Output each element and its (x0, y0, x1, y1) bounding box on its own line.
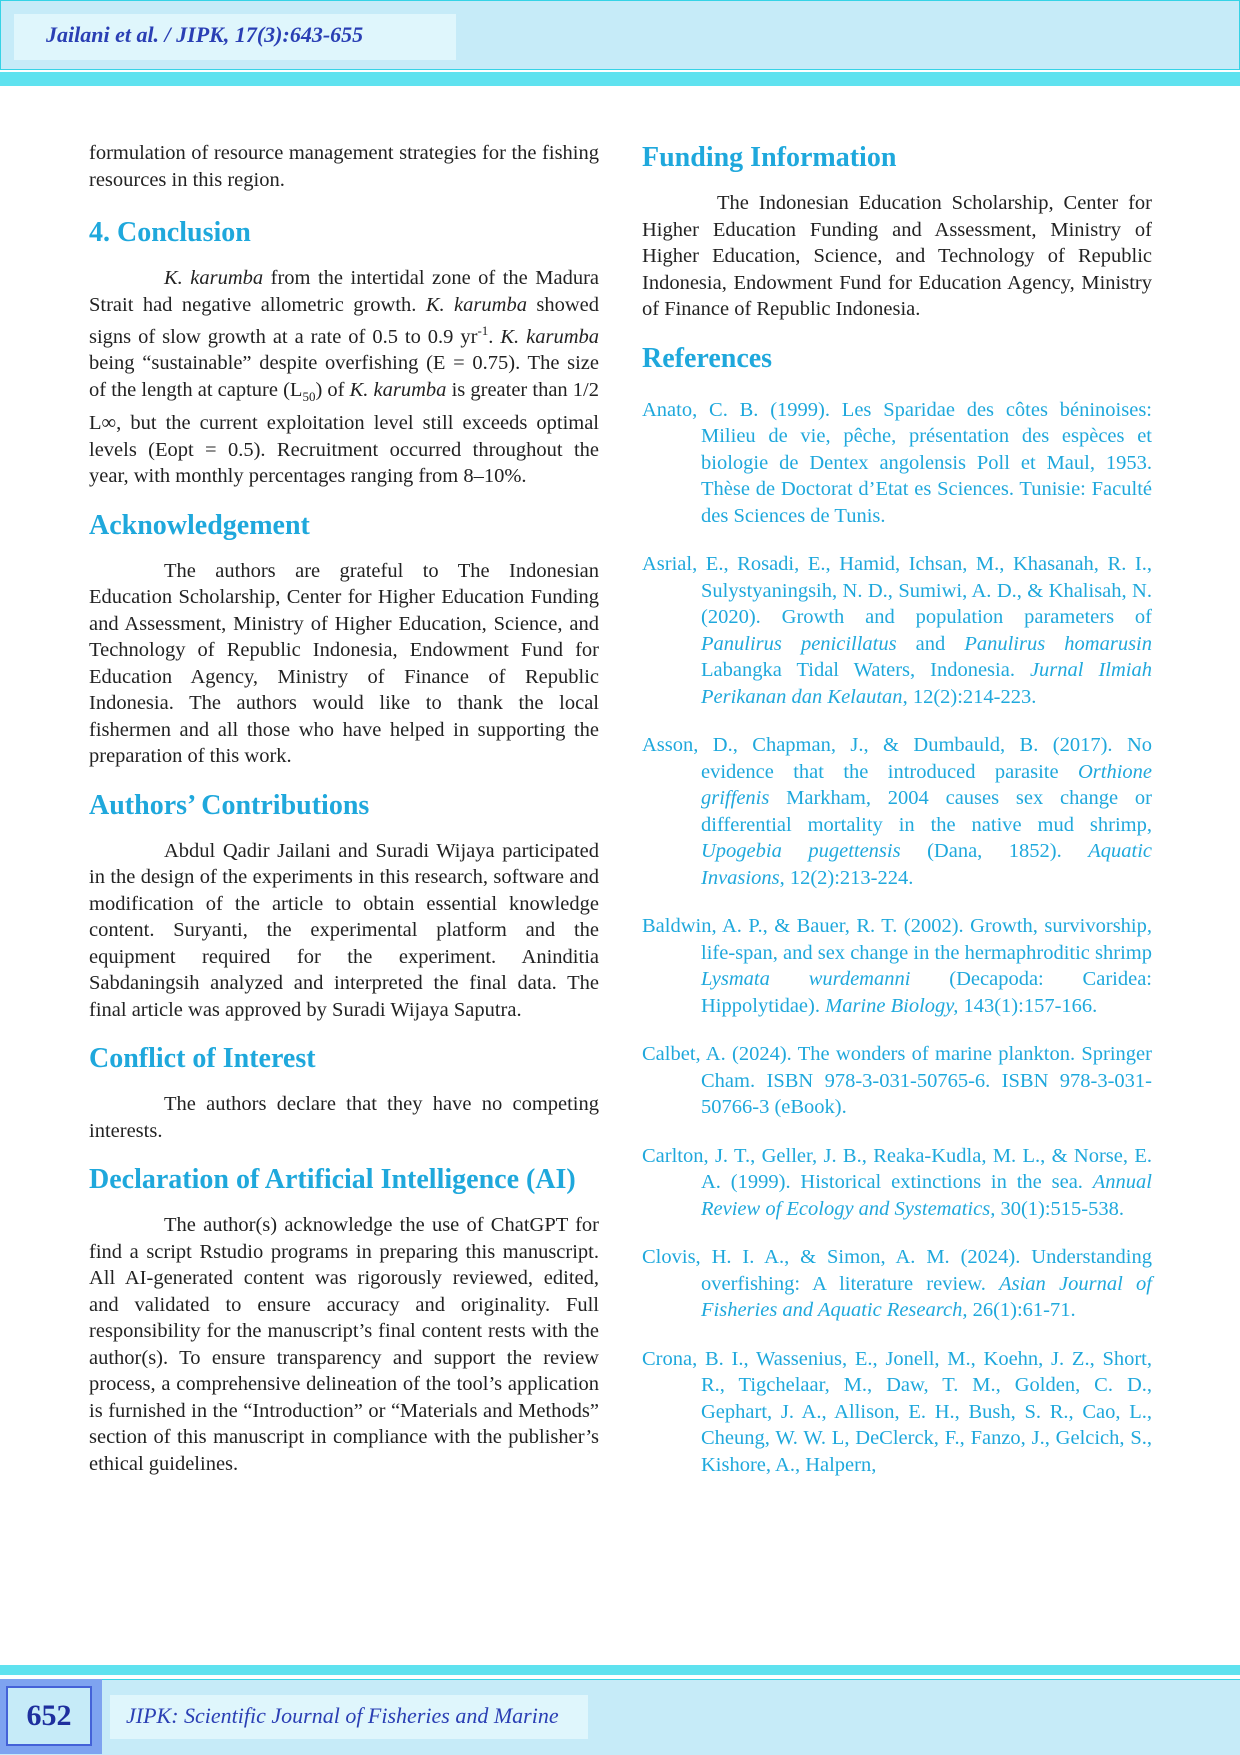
reference-list (642, 397, 1152, 1479)
footer-journal-name: JIPK: Scientific Journal of Fisheries and Marine (126, 1703, 559, 1728)
references-heading: References (642, 342, 773, 374)
species-name: K. karumba (349, 378, 447, 401)
left-column (89, 140, 599, 1477)
species-name: K. karumba (164, 267, 264, 289)
reference-entry: Asrial, E., Rosadi, E., Hamid, Ichsan, M., Khasanah, R. I., Sulystyaningsih, N. D., Sumiwi, A. D., & Khalisah, N. (2020). Growth and population parameters of Panulirus penicillatus and Panulirus homarusin Labangka Tidal Waters, Indonesia. Jurnal Ilmiah Perikanan dan Kelautan, 12(2):214-223. (642, 553, 1152, 708)
conclusion-paragraph: K. karumba from the intertidal zone of the Madura Strait had negative allometric growth. K. karumba showed signs of slow growth at a rate of 0.5 to 0.9 $yr^{-1}$. K. karumba being “sustainable” despite overfishing (E = 0.75). The size of the length at capture $(L_{50})$ of K. karumba is greater than 1/2 L∞, but the current exploitation level still exceeds optimal levels (Eopt = 0.5). Recruitment occurred throughout the year, with monthly percentages ranging from 8–10%. (89, 267, 600, 488)
acknowledgement-heading: Acknowledgement (89, 509, 310, 541)
reference-entry: Asson, D., Chapman, J., & Dumbauld, B. (2017). No evidence that the introduced parasite Orthione griffenis Markham, 2004 causes sex change or differential mortality in the native mud shrimp, Upogebia pugettensis (Dana, 1852). Aquatic Invasions, 12(2):213-224. (642, 734, 1153, 889)
species-name: K. karumba (500, 325, 600, 348)
conclusion-heading: 4. Conclusion (89, 217, 251, 248)
acknowledgement-paragraph: The authors are grateful to The Indonesian Education Scholarship, Center for Higher Education Funding and Assessment, Ministry of Higher Education, Science, and Technology of Republic Indonesia, Endowment Fund for Education Agency, Ministry of Finance of Republic Indonesia. The authors would like to thank the local fishermen and all those who have helped in supporting the preparation of this work. (89, 559, 599, 768)
right-column (642, 140, 1152, 1500)
funding-paragraph: The Indonesian Education Scholarship, Center for Higher Education Funding and Assessment, Ministry of Higher Education, Science, and Technology of Republic Indonesia, Endowment Fund for Education Agency, Ministry of Finance of Republic Indonesia. (642, 192, 1152, 320)
conflict-paragraph: The authors declare that they have no competing interests. (89, 1093, 599, 1142)
running-head: Jailani et al. / JIPK, 17(3):643-655 (46, 22, 364, 47)
ai-declaration-paragraph: The author(s) acknowledge the use of ChatGPT for find a script Rstudio programs in preparing this manuscript. All AI-generated content was rigorously reviewed, edited, and validated to ensure accuracy and originality. Full responsibility for the manuscript’s final content rests with the author(s). To ensure transparency and support the review process, a comprehensive delineation of the tool’s application is furnished in the “Introduction” or “Materials and Methods” section of this manuscript in compliance with the publisher’s ethical guidelines. (89, 1214, 599, 1475)
reference-entry: Carlton, J. T., Geller, J. B., Reaka-Kudla, M. L., & Norse, E. A. (1999). Historical extinctions in the sea. Annual Review of Ecology and Systematics, 30(1):515-538. (642, 1144, 1152, 1220)
reference-entry: Anato, C. B. (1999). Les Sparidae des côtes béninoises: Milieu de vie, pêche, présentation des espèces et biologie de Dentex angolensis Poll et Maul, 1953. Thèse de Doctorat d’Etat es Sciences. Tunisie: Faculté des Sciences de Tunis. (642, 398, 1152, 527)
page-number: 652 (6, 1686, 92, 1746)
continuation-paragraph: formulation of resource management strategies for the fishing resources in this region. (89, 142, 599, 191)
species-name: K. karumba (425, 293, 527, 316)
header-stripe (0, 72, 1240, 86)
contributions-paragraph: Abdul Qadir Jailani and Suradi Wijaya participated in the design of the experiments in this research, software and modification of the article to obtain essential knowledge content. Suryanti, the experimental platform and the equipment required for the experiment. Aninditia Sabdaningsih analyzed and interpreted the final data. The final article was approved by Suradi Wijaya Saputra. (89, 839, 599, 1021)
reference-entry: Calbet, A. (2024). The wonders of marine plankton. Springer Cham. ISBN 978-3-031-50765-6. ISBN 978-3-031-50766-3 (eBook). (642, 1043, 1152, 1118)
ai-declaration-heading: Declaration of Artificial Intelligence (AI) (89, 1164, 576, 1196)
footer-stripe (0, 1665, 1240, 1675)
contributions-heading: Authors’ Contributions (89, 789, 370, 821)
reference-entry: Crona, B. I., Wassenius, E., Jonell, M., Koehn, J. Z., Short, R., Tigchelaar, M., Daw, T. M., Golden, C. D., Gephart, J. A., Allison, E. H., Bush, S. R., Cao, L., Cheung, W. W. L, DeClerck, F., Fanzo, J., Gelcich, S., Kishore, A., Halpern, (642, 1347, 1152, 1476)
reference-entry: Baldwin, A. P., & Bauer, R. T. (2002). Growth, survivorship, life-span, and sex change in the hermaphroditic shrimp Lysmata wurdemanni (Decapoda: Caridea: Hippolytidae). Marine Biology, 143(1):157-166. (642, 915, 1152, 1017)
reference-entry: Clovis, H. I. A., & Simon, A. M. (2024). Understanding overfishing: A literature review. Asian Journal of Fisheries and Aquatic Research, 26(1):61-71. (642, 1246, 1152, 1321)
funding-heading: Funding Information (642, 142, 897, 173)
conflict-heading: Conflict of Interest (89, 1043, 316, 1075)
